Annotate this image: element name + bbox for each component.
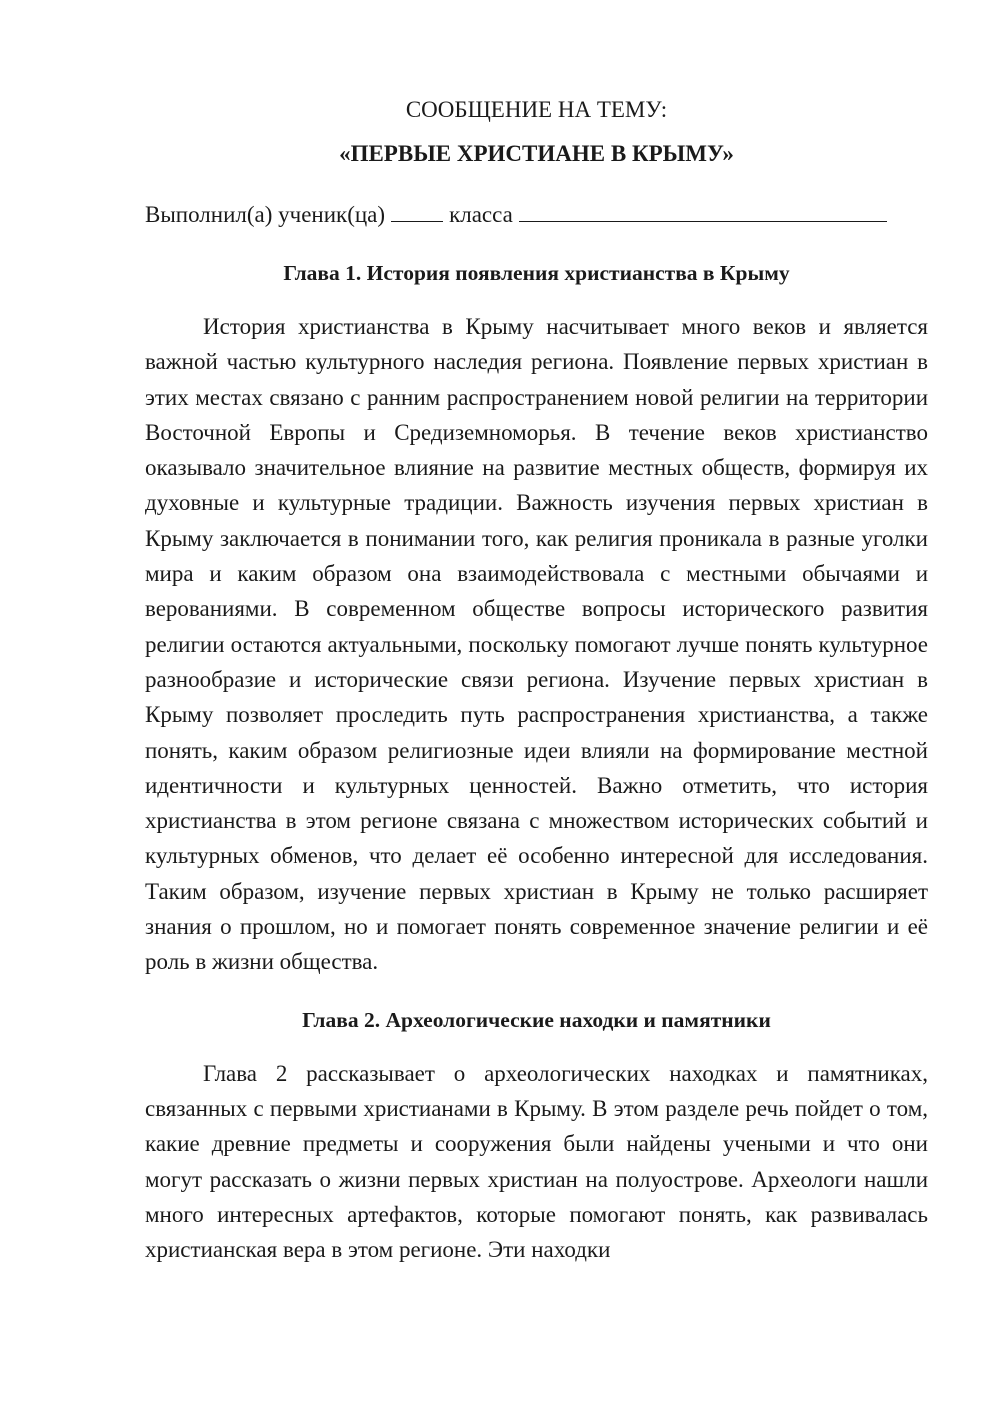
- grade-blank: [391, 194, 443, 222]
- chapter-1-heading: Глава 1. История появления христианства в Крыму: [283, 261, 790, 285]
- chapter-2-paragraph: Глава 2 рассказывает о археологических находках и памятниках, связанных с первыми христианами в Крыму. В этом разделе речь пойдет о том, какие древние предметы и сооружения были найдены учеными и что они могут рассказать о жизни первых христиан на полуострове. Археологи нашли много интересных артефактов, которые помогают понять, как развивалась христианская вера в этом регионе. Эти находки: [145, 1060, 928, 1263]
- document-subtitle: «ПЕРВЫЕ ХРИСТИАНЕ В КРЫМУ»: [339, 141, 734, 166]
- chapter-2-heading: Глава 2. Археологические находки и памятники: [302, 1007, 771, 1032]
- document-page: [145, 90, 928, 1267]
- author-prefix: Выполнил(а) ученик(ца): [145, 202, 386, 227]
- author-line: [145, 194, 928, 235]
- author-class-label: класса: [449, 202, 513, 227]
- chapter-1-paragraph: История христианства в Крыму насчитывает много веков и является важной частью культурного наследия региона. Появление первых христиан в этих местах связано с ранним распространением новой религии на территории Восточной Европы и Средиземноморья. В течение веков христианство оказывало значительное влияние на развитие местных обществ, формируя их духовные и культурные традиции. Важность изучения первых христиан в Крыму заключается в понимании того, как религия проникала в разные уголки мира и каким образом она взаимодействовала с местными обычаями и верованиями. В современном обществе вопросы исторического развития религии остаются актуальными, поскольку помогают лучше понять культурное разнообразие и исторические связи региона. Изучение первых христиан в Крыму позволяет проследить путь распространения христианства, а также понять, каким образом религиозные идеи влияли на формирование местной идентичности и культурных ценностей. Важно отметить, что история христианства в этом регионе связана с множеством исторических событий и культурных обменов, что делает её особенно интересной для исследования. Таким образом, изучение первых христиан в Крыму не только расширяет знания о прошлом, но и помогает понять современное значение религии и её роль в жизни общества.: [145, 314, 928, 975]
- document-title: СООБЩЕНИЕ НА ТЕМУ:: [405, 97, 668, 122]
- name-blank: [519, 194, 887, 222]
